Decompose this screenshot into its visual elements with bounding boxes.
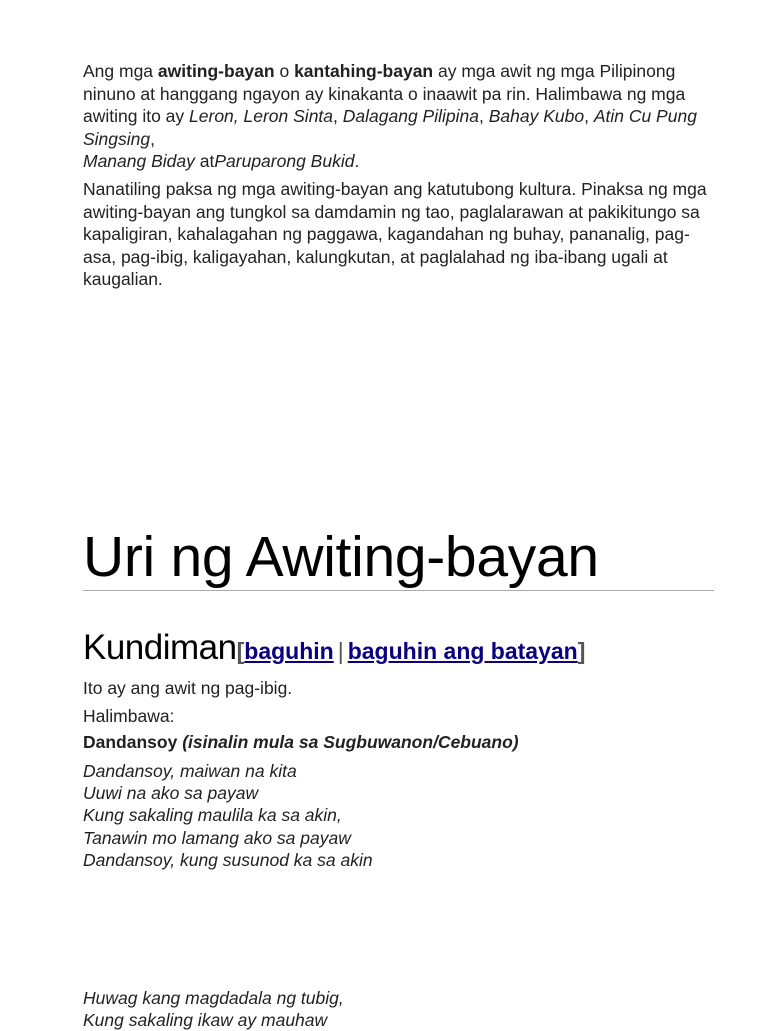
song-heading xyxy=(83,731,519,753)
song-example-5: Manang Biday xyxy=(83,151,195,172)
song-note: (isinalin mula sa Sugbuwanon/Cebuano) xyxy=(182,732,519,752)
intro-paragraph xyxy=(83,60,708,173)
subsection-title: Kundiman xyxy=(83,628,237,667)
example-label: Halimbawa: xyxy=(83,706,175,726)
edit-section-links xyxy=(237,638,586,664)
term-kantahing-bayan: kantahing-bayan xyxy=(294,61,434,81)
verse-line: Kung sakaling ikaw ay mauhaw xyxy=(83,1010,328,1030)
bracket-close: ] xyxy=(577,638,586,664)
song-example-1: Leron, Leron Sinta xyxy=(189,106,334,127)
section-divider xyxy=(83,590,714,591)
intro-text-3: ay mga awit ng mga Pilipinong ninuno at hanggang ngayon ay kinakanta o inaawit pa rin. Halimbawa ng mga awiting ito ay xyxy=(83,61,686,127)
term-awiting-bayan: awiting-bayan xyxy=(157,61,275,81)
section-title: Uri ng Awiting-bayan xyxy=(83,525,599,589)
link-separator: | xyxy=(337,638,344,664)
verse-line: Kung sakaling maulila ka sa akin, xyxy=(83,805,342,825)
topics-paragraph: Nanatiling paksa ng mga awiting-bayan ang katutubong kultura. Pinaksa ng mga awiting-bayan ang tungkol sa damdamin ng tao, paglalarawan at pakikitungo sa kapaligiran, kahalagahan ng paggawa, kagandahan ng buhay, pananalig, pag-asa, pag-ibig, kaligayahan, kalungkutan, at paglalahad ng iba-ibang ugali at kaugalian. xyxy=(83,179,707,290)
comma: , xyxy=(333,106,343,127)
comma: , xyxy=(584,106,594,127)
intro-text-2: o xyxy=(274,61,295,81)
verse-line: Dandansoy, kung susunod ka sa akin xyxy=(83,850,373,870)
edit-source-link[interactable]: baguhin ang batayan xyxy=(347,638,578,664)
verse-line: Uuwi na ako sa payaw xyxy=(83,783,259,803)
edit-link[interactable]: baguhin xyxy=(244,638,334,664)
kundiman-description: Ito ay ang awit ng pag-ibig. xyxy=(83,678,293,698)
bracket-open: [ xyxy=(236,638,245,664)
comma: , xyxy=(150,128,156,149)
verse-line: Tanawin mo lamang ako sa payaw xyxy=(83,828,351,848)
subsection-heading xyxy=(83,627,585,672)
intro-text-5: . xyxy=(354,151,360,172)
song-example-2: Dalagang Pilipina xyxy=(342,106,479,127)
song-example-4: Atin Cu Pung Singsing xyxy=(83,106,697,149)
verse-line: Dandansoy, maiwan na kita xyxy=(83,761,297,781)
song-example-6: Paruparong Bukid xyxy=(214,151,355,172)
verse-line: Huwag kang magdadala ng tubig, xyxy=(83,988,344,1008)
comma: , xyxy=(478,106,489,127)
song-example-3: Bahay Kubo xyxy=(488,106,585,127)
song-title: Dandansoy xyxy=(83,732,178,752)
intro-text-1: Ang mga xyxy=(83,61,158,81)
intro-text-4: at xyxy=(194,151,215,172)
